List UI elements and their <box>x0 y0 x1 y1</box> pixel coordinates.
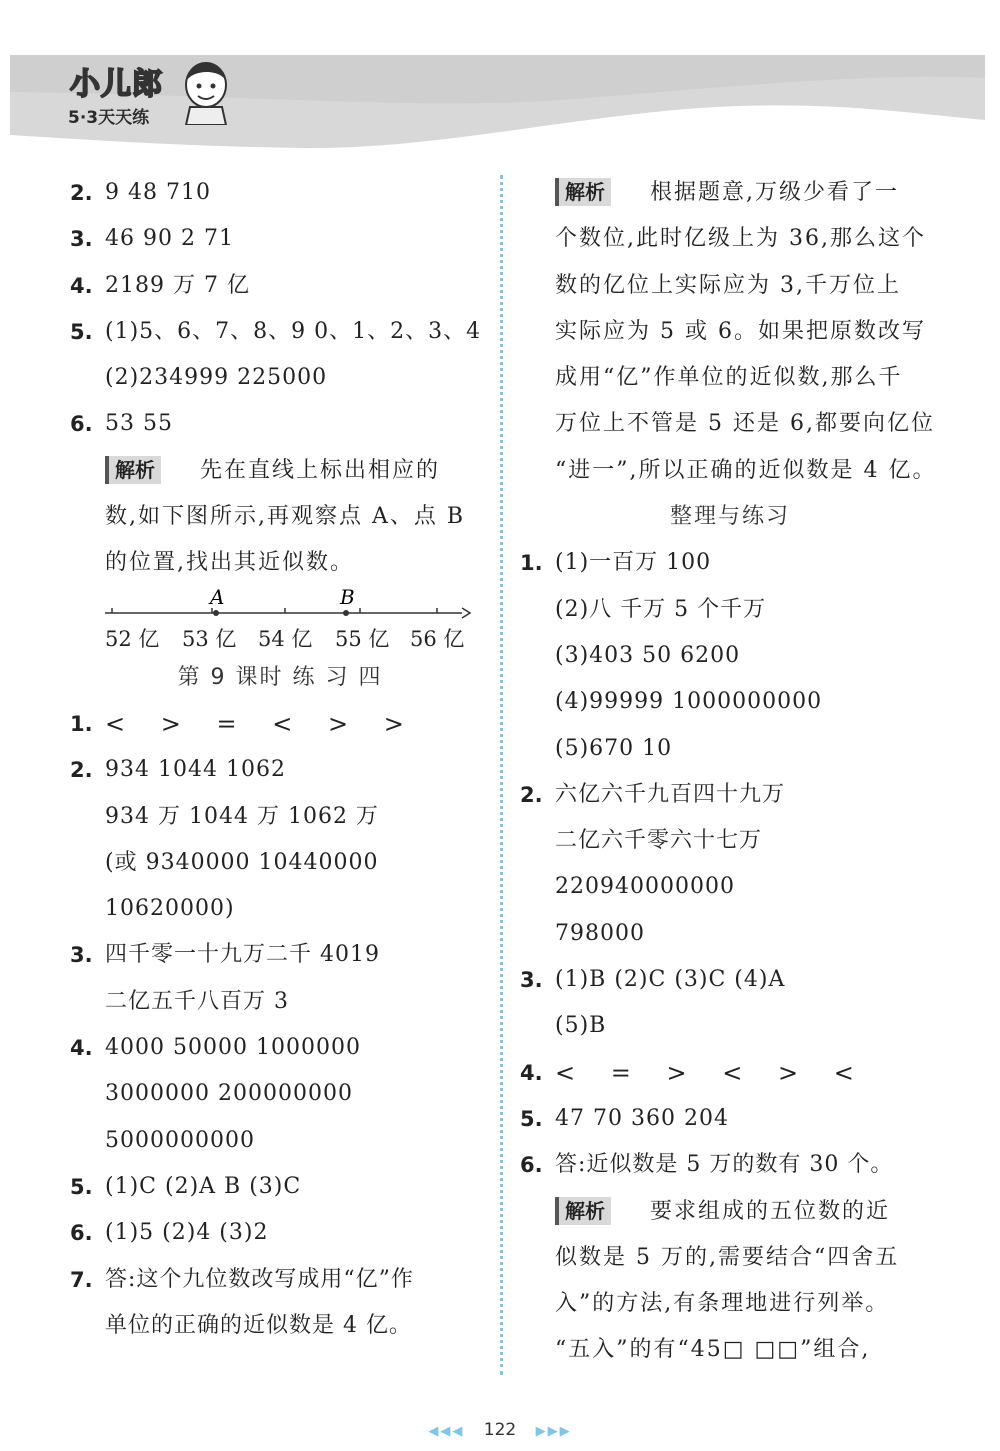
answer-text: 六亿六千九百四十九万 <box>555 781 786 807</box>
answer-text: 220940000000 <box>555 874 735 900</box>
answer-text: (或 9340000 10440000 <box>105 849 379 875</box>
answer-line <box>520 1050 940 1096</box>
section-title: 第 9 课时 练 习 四 <box>177 664 383 690</box>
tick-label: 53 亿 <box>182 626 237 651</box>
item-number: 3. <box>70 943 93 968</box>
analysis-line <box>520 263 940 309</box>
point-a <box>213 610 219 616</box>
item-number: 6. <box>70 1221 93 1246</box>
tick-label: 52 亿 <box>105 626 160 651</box>
answer-text: 单位的正确的近似数是 4 亿。 <box>105 1312 412 1338</box>
answer-line <box>520 1142 940 1188</box>
analysis-text: “进一”,所以正确的近似数是 4 亿。 <box>555 457 937 483</box>
analysis-text: 要求组成的五位数的近 <box>650 1198 891 1224</box>
answer-text: < > = < > > <box>105 709 418 738</box>
answer-line <box>70 309 490 355</box>
answer-line <box>70 794 490 840</box>
analysis-line <box>520 401 940 447</box>
answer-line <box>520 587 940 633</box>
left-column <box>70 170 490 1349</box>
answer-line <box>70 701 490 747</box>
analysis-tag: 解析 <box>105 456 161 484</box>
right-column <box>520 170 940 1374</box>
answer-text: 934 万 1044 万 1062 万 <box>105 803 379 829</box>
analysis-line <box>520 309 940 355</box>
item-number: 4. <box>70 1036 93 1061</box>
answer-text: 5000000000 <box>105 1127 255 1153</box>
number-line-figure <box>70 587 490 655</box>
answer-text: 798000 <box>555 920 645 946</box>
answer-line <box>520 772 940 818</box>
analysis-tag: 解析 <box>555 1197 611 1225</box>
page-number: 122 <box>483 1420 517 1440</box>
item-number: 4. <box>70 273 93 298</box>
answer-line <box>520 540 940 586</box>
answer-line <box>70 401 490 447</box>
analysis-text: 成用“亿”作单位的近似数,那么千 <box>555 365 903 391</box>
answer-text: 10620000) <box>105 896 235 922</box>
answer-text: (1)5、6、7、8、9 0、1、2、3、4 <box>105 318 482 344</box>
item-number: 1. <box>70 711 93 736</box>
item-number: 6. <box>70 412 93 437</box>
point-b-label: B <box>340 586 355 609</box>
answer-text: (4)99999 1000000000 <box>555 689 823 715</box>
column-divider <box>500 175 503 1375</box>
item-number: 3. <box>520 968 543 993</box>
analysis-line <box>520 1235 940 1281</box>
answer-text: (2)八 千万 5 个千万 <box>555 596 767 622</box>
answer-text: 9 48 710 <box>105 180 211 205</box>
section-title: 整理与练习 <box>669 504 790 530</box>
item-number: 5. <box>70 1174 93 1199</box>
answer-text: 四千零一十九万二千 4019 <box>105 942 380 968</box>
logo-title: 小儿郎 <box>70 67 163 102</box>
analysis-block <box>520 1189 940 1235</box>
item-number: 4. <box>520 1060 543 1085</box>
answer-text: < = > < > < <box>555 1058 868 1087</box>
answer-line <box>520 957 940 1003</box>
answer-text: 47 70 360 204 <box>555 1105 729 1131</box>
answer-text: 2189 万 7 亿 <box>105 272 250 298</box>
point-a-label: A <box>210 586 225 609</box>
answer-text: 答:这个九位数改写成用“亿”作 <box>105 1266 414 1292</box>
answer-line <box>70 747 490 793</box>
answer-text: (2)234999 225000 <box>105 365 328 391</box>
tick-label: 54 亿 <box>258 626 313 651</box>
answer-line <box>70 1257 490 1303</box>
answer-text: (1)5 (2)4 (3)2 <box>105 1220 269 1246</box>
answer-line <box>70 216 490 262</box>
answer-line <box>70 1071 490 1117</box>
answer-text: 二亿六千零六十七万 <box>555 828 763 854</box>
item-number: 2. <box>520 782 543 807</box>
analysis-text: 先在直线上标出相应的 <box>200 457 441 483</box>
answer-text: 934 1044 1062 <box>105 757 286 783</box>
answer-line <box>520 679 940 725</box>
analysis-line <box>520 448 940 494</box>
item-number: 2. <box>70 758 93 783</box>
answer-line <box>520 633 940 679</box>
item-number: 5. <box>520 1106 543 1131</box>
answer-line <box>70 1164 490 1210</box>
point-b <box>343 610 349 616</box>
tick-label: 56 亿 <box>410 626 465 651</box>
analysis-line <box>70 494 490 540</box>
item-number: 5. <box>70 319 93 344</box>
answer-text: (3)403 50 6200 <box>555 642 741 668</box>
answer-text: 46 90 2 71 <box>105 226 234 252</box>
brand-logo <box>62 55 232 130</box>
answer-line <box>520 726 940 772</box>
answer-line <box>520 1096 940 1142</box>
analysis-line <box>520 1281 940 1327</box>
page-footer <box>0 1420 1000 1440</box>
analysis-line <box>520 1327 940 1373</box>
boy-mascot-icon <box>180 55 232 125</box>
answer-line <box>520 1003 940 1049</box>
number-line-svg <box>70 587 490 627</box>
analysis-line <box>520 355 940 401</box>
next-arrows-icon: ▶▶▶ <box>535 1424 572 1439</box>
analysis-line <box>70 540 490 586</box>
answer-line <box>520 864 940 910</box>
answer-line <box>70 932 490 978</box>
analysis-tag: 解析 <box>555 178 611 206</box>
analysis-text: 的位置,找出其近似数。 <box>105 550 354 576</box>
analysis-text: 入”的方法,有条理地进行列举。 <box>555 1291 890 1317</box>
item-number: 1. <box>520 551 543 576</box>
answer-line <box>70 170 490 216</box>
item-number: 2. <box>70 181 93 205</box>
logo-subtitle: 5·3天天练 <box>68 108 150 128</box>
analysis-text: “五入”的有“45□ □□”组合, <box>555 1337 871 1363</box>
item-number: 7. <box>70 1267 93 1292</box>
answer-line <box>70 840 490 886</box>
answer-text: 3000000 200000000 <box>105 1081 353 1107</box>
answer-text: 二亿五千八百万 3 <box>105 988 289 1014</box>
answer-line <box>520 818 940 864</box>
answer-line <box>520 911 940 957</box>
item-number: 6. <box>520 1153 543 1178</box>
analysis-block <box>70 448 490 494</box>
answer-text: (5)670 10 <box>555 735 673 761</box>
answer-line <box>70 1025 490 1071</box>
analysis-text: 根据题意,万级少看了一 <box>650 180 899 205</box>
analysis-line <box>520 216 940 262</box>
analysis-text: 实际应为 5 或 6。如果把原数改写 <box>555 318 926 344</box>
analysis-text: 似数是 5 万的,需要结合“四舍五 <box>555 1244 900 1270</box>
answer-line <box>70 886 490 932</box>
analysis-text: 数,如下图所示,再观察点 A、点 B <box>105 504 466 530</box>
analysis-text: 万位上不管是 5 还是 6,都要向亿位 <box>555 411 935 437</box>
answer-text: 53 55 <box>105 411 173 437</box>
answer-text: 答:近似数是 5 万的数有 30 个。 <box>555 1152 894 1178</box>
answer-line <box>70 1118 490 1164</box>
answer-text: (1)一百万 100 <box>555 550 712 576</box>
tick-label: 55 亿 <box>335 626 390 651</box>
answer-text: (1)B (2)C (3)C (4)A <box>555 967 786 993</box>
answer-text: (5)B <box>555 1013 607 1039</box>
analysis-text: 个数位,此时亿级上为 36,那么这个 <box>555 226 926 252</box>
number-line-arrow <box>462 608 470 618</box>
analysis-text: 数的亿位上实际应为 3,千万位上 <box>555 272 901 298</box>
answer-line <box>70 1210 490 1256</box>
item-number: 3. <box>70 227 93 252</box>
analysis-block <box>520 170 940 216</box>
answer-text: (1)C (2)A B (3)C <box>105 1173 302 1199</box>
answer-line <box>70 979 490 1025</box>
prev-arrows-icon: ◀◀◀ <box>428 1424 465 1439</box>
answer-line <box>70 263 490 309</box>
answer-line <box>70 355 490 401</box>
answer-text: 4000 50000 1000000 <box>105 1035 361 1061</box>
answer-line <box>70 1303 490 1349</box>
